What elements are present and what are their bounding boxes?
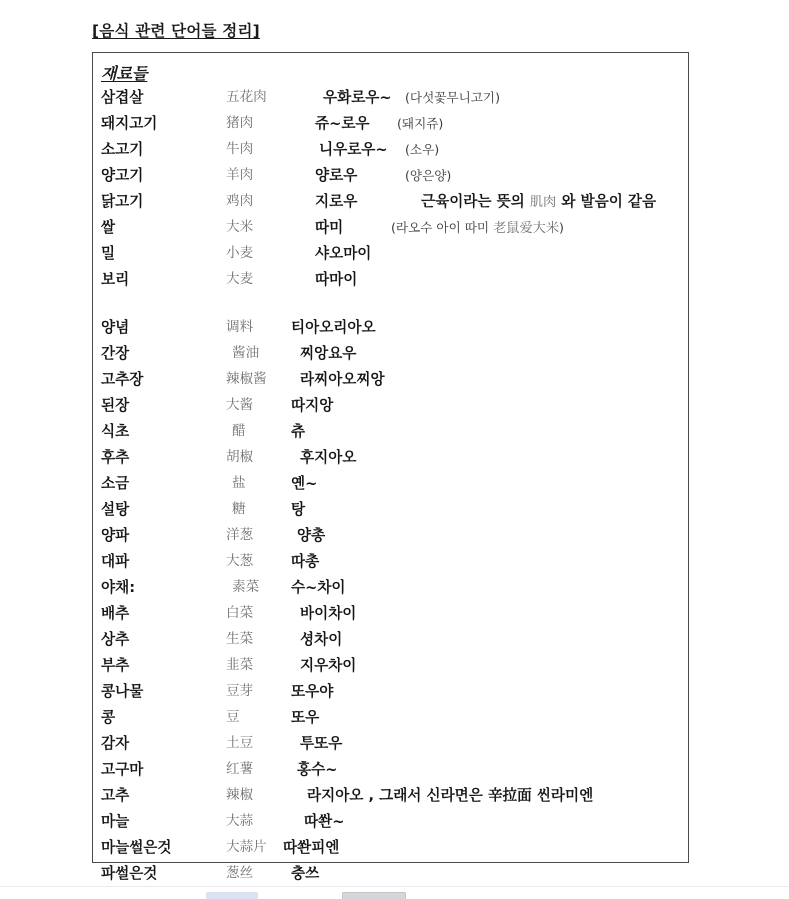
cell-chinese: 糖 [232, 501, 246, 517]
cell-pronunciation: 라찌아오찌앙 [300, 371, 385, 388]
table-row [93, 783, 688, 808]
cell-note: 근육이라는 뜻의 肌肉 와 발음이 같음 [421, 193, 657, 210]
cell-chinese: 调料 [226, 319, 254, 335]
cell-korean: 쌀 [101, 219, 116, 236]
table-row [93, 497, 688, 522]
cell-korean: 양념 [101, 319, 130, 336]
cell-korean: 소금 [101, 475, 130, 492]
table-row [93, 835, 688, 860]
cell-korean: 마늘 [101, 813, 130, 830]
cell-korean: 양고기 [101, 167, 144, 184]
table-row [93, 653, 688, 678]
table-row [93, 111, 688, 136]
hanzi-inline: 肌肉 [529, 195, 557, 210]
cell-chinese: 大米 [226, 219, 254, 235]
cell-chinese: 大葱 [226, 553, 254, 569]
cell-pronunciation: 지로우 [315, 193, 358, 210]
cell-pronunciation: 바이차이 [300, 605, 357, 622]
cell-chinese: 韭菜 [226, 657, 254, 673]
cell-chinese: 白菜 [226, 605, 254, 621]
cell-pronunciation: 라지아오 , 그래서 신라면은 辛拉面 씬라미엔 [307, 787, 594, 804]
cell-note: (다섯꽃무니고기) [405, 90, 500, 105]
cell-korean: 고추 [101, 787, 130, 804]
cell-korean: 양파 [101, 527, 130, 544]
cell-pronunciation: 츄 [291, 423, 306, 440]
cell-note: (소우) [405, 142, 440, 157]
cell-korean: 후추 [101, 449, 130, 466]
table-row [93, 189, 688, 214]
table-row [93, 215, 688, 240]
cell-pronunciation: 지우차이 [300, 657, 357, 674]
table-row [93, 471, 688, 496]
cell-pronunciation: 따마이 [315, 271, 358, 288]
cell-chinese: 大蒜片 [226, 839, 267, 855]
table-row [93, 445, 688, 470]
cell-korean: 소고기 [101, 141, 144, 158]
cell-korean: 닭고기 [101, 193, 144, 210]
table-row [93, 601, 688, 626]
page-bottom-divider [0, 886, 789, 887]
cell-pronunciation: 투또우 [300, 735, 343, 752]
table-row [93, 367, 688, 392]
bottom-chrome-fragment-gray[interactable] [342, 892, 406, 899]
table-row [93, 575, 688, 600]
cell-pronunciation: 우화로우~ [323, 89, 392, 106]
cell-chinese: 酱油 [232, 345, 260, 361]
cell-pronunciation: 찌앙요우 [300, 345, 357, 362]
table-row [93, 341, 688, 366]
page-title: [음식 관련 단어들 정리] [92, 22, 260, 40]
cell-korean: 파썰은것 [101, 865, 158, 882]
cell-chinese: 洋葱 [226, 527, 254, 543]
cell-pronunciation: 쥬~로우 [315, 115, 370, 132]
table-row [93, 241, 688, 266]
cell-chinese: 胡椒 [226, 449, 254, 465]
cell-chinese: 小麦 [226, 245, 254, 261]
cell-korean: 콩 [101, 709, 116, 726]
cell-chinese: 辣椒 [226, 787, 254, 803]
cell-chinese: 醋 [232, 423, 246, 439]
vocabulary-table-body [93, 53, 688, 882]
cell-chinese: 羊肉 [226, 167, 254, 183]
cell-korean: 마늘썰은것 [101, 839, 172, 856]
cell-chinese: 葱丝 [226, 865, 254, 881]
table-row [93, 757, 688, 782]
cell-pronunciation: 따총 [291, 553, 320, 570]
cell-korean: 대파 [101, 553, 130, 570]
cell-chinese: 大酱 [226, 397, 254, 413]
cell-chinese: 牛肉 [226, 141, 254, 157]
cell-korean: 상추 [101, 631, 130, 648]
cell-korean: 된장 [101, 397, 130, 414]
cell-pronunciation: 또우야 [291, 683, 334, 700]
cell-chinese: 盐 [232, 475, 246, 491]
cell-korean: 설탕 [101, 501, 130, 518]
table-row [93, 679, 688, 704]
cell-note: (양은양) [405, 168, 452, 183]
cell-pronunciation: 충쓰 [291, 865, 320, 882]
cell-chinese: 五花肉 [226, 89, 267, 105]
cell-korean: 보리 [101, 271, 130, 288]
cell-chinese: 素菜 [232, 579, 260, 595]
cell-korean: 고구마 [101, 761, 144, 778]
cell-pronunciation: 따쏸피엔 [283, 839, 340, 856]
cell-pronunciation: 샤오마이 [315, 245, 372, 262]
cell-pronunciation: 양로우 [315, 167, 358, 184]
table-row [93, 85, 688, 110]
cell-korean: 고추장 [101, 371, 144, 388]
table-row [93, 163, 688, 188]
table-row [93, 315, 688, 340]
cell-chinese: 鸡肉 [226, 193, 254, 209]
cell-pronunciation: 따지앙 [291, 397, 334, 414]
table-row [93, 267, 688, 292]
table-row [93, 705, 688, 730]
cell-pronunciation: 탕 [291, 501, 306, 518]
cell-chinese: 红薯 [226, 761, 254, 777]
cell-note: (돼지쥬) [397, 116, 444, 131]
cell-chinese: 大麦 [226, 271, 254, 287]
vocabulary-table [92, 52, 689, 882]
cell-korean: 식초 [101, 423, 130, 440]
cell-pronunciation: 셩차이 [300, 631, 343, 648]
cell-chinese: 辣椒酱 [226, 371, 267, 387]
table-row [93, 393, 688, 418]
cell-pronunciation: 니우로우~ [319, 141, 388, 158]
hanzi-inline: 辛拉面 [487, 787, 532, 804]
table-row [93, 419, 688, 444]
cell-korean: 배추 [101, 605, 130, 622]
cell-note: (라오수 아이 따미 老鼠爱大米) [391, 220, 564, 236]
table-row [93, 137, 688, 162]
cell-chinese: 豆芽 [226, 683, 254, 699]
bottom-chrome-fragment-blue[interactable] [206, 892, 258, 899]
table-row [93, 731, 688, 756]
table-row [93, 809, 688, 834]
cell-pronunciation: 후지아오 [300, 449, 357, 466]
cell-pronunciation: 홍수~ [297, 761, 338, 778]
section-header-ingredients: 재료들 [101, 64, 148, 83]
cell-korean: 밀 [101, 245, 116, 262]
cell-chinese: 生菜 [226, 631, 254, 647]
cell-chinese: 豆 [226, 709, 240, 725]
cell-pronunciation: 따미 [315, 219, 344, 236]
table-row [93, 549, 688, 574]
cell-chinese: 猪肉 [226, 115, 254, 131]
cell-chinese: 大蒜 [226, 813, 254, 829]
table-row [93, 861, 688, 886]
cell-pronunciation: 수~차이 [291, 579, 346, 596]
cell-pronunciation: 양총 [297, 527, 326, 544]
cell-korean: 콩나물 [101, 683, 144, 700]
cell-pronunciation: 옌~ [291, 475, 318, 492]
cell-korean: 돼지고기 [101, 115, 158, 132]
cell-korean: 간장 [101, 345, 130, 362]
cell-pronunciation: 따쏸~ [304, 813, 345, 830]
cell-korean: 삼겹살 [101, 89, 144, 106]
cell-pronunciation: 티아오리아오 [291, 319, 376, 336]
cell-korean: 야채: [101, 579, 136, 596]
table-row [93, 523, 688, 548]
hanzi-inline: 老鼠爱大米 [493, 221, 560, 236]
cell-pronunciation: 또우 [291, 709, 320, 726]
table-row [93, 627, 688, 652]
cell-chinese: 土豆 [226, 735, 254, 751]
cell-korean: 감자 [101, 735, 130, 752]
cell-korean: 부추 [101, 657, 130, 674]
